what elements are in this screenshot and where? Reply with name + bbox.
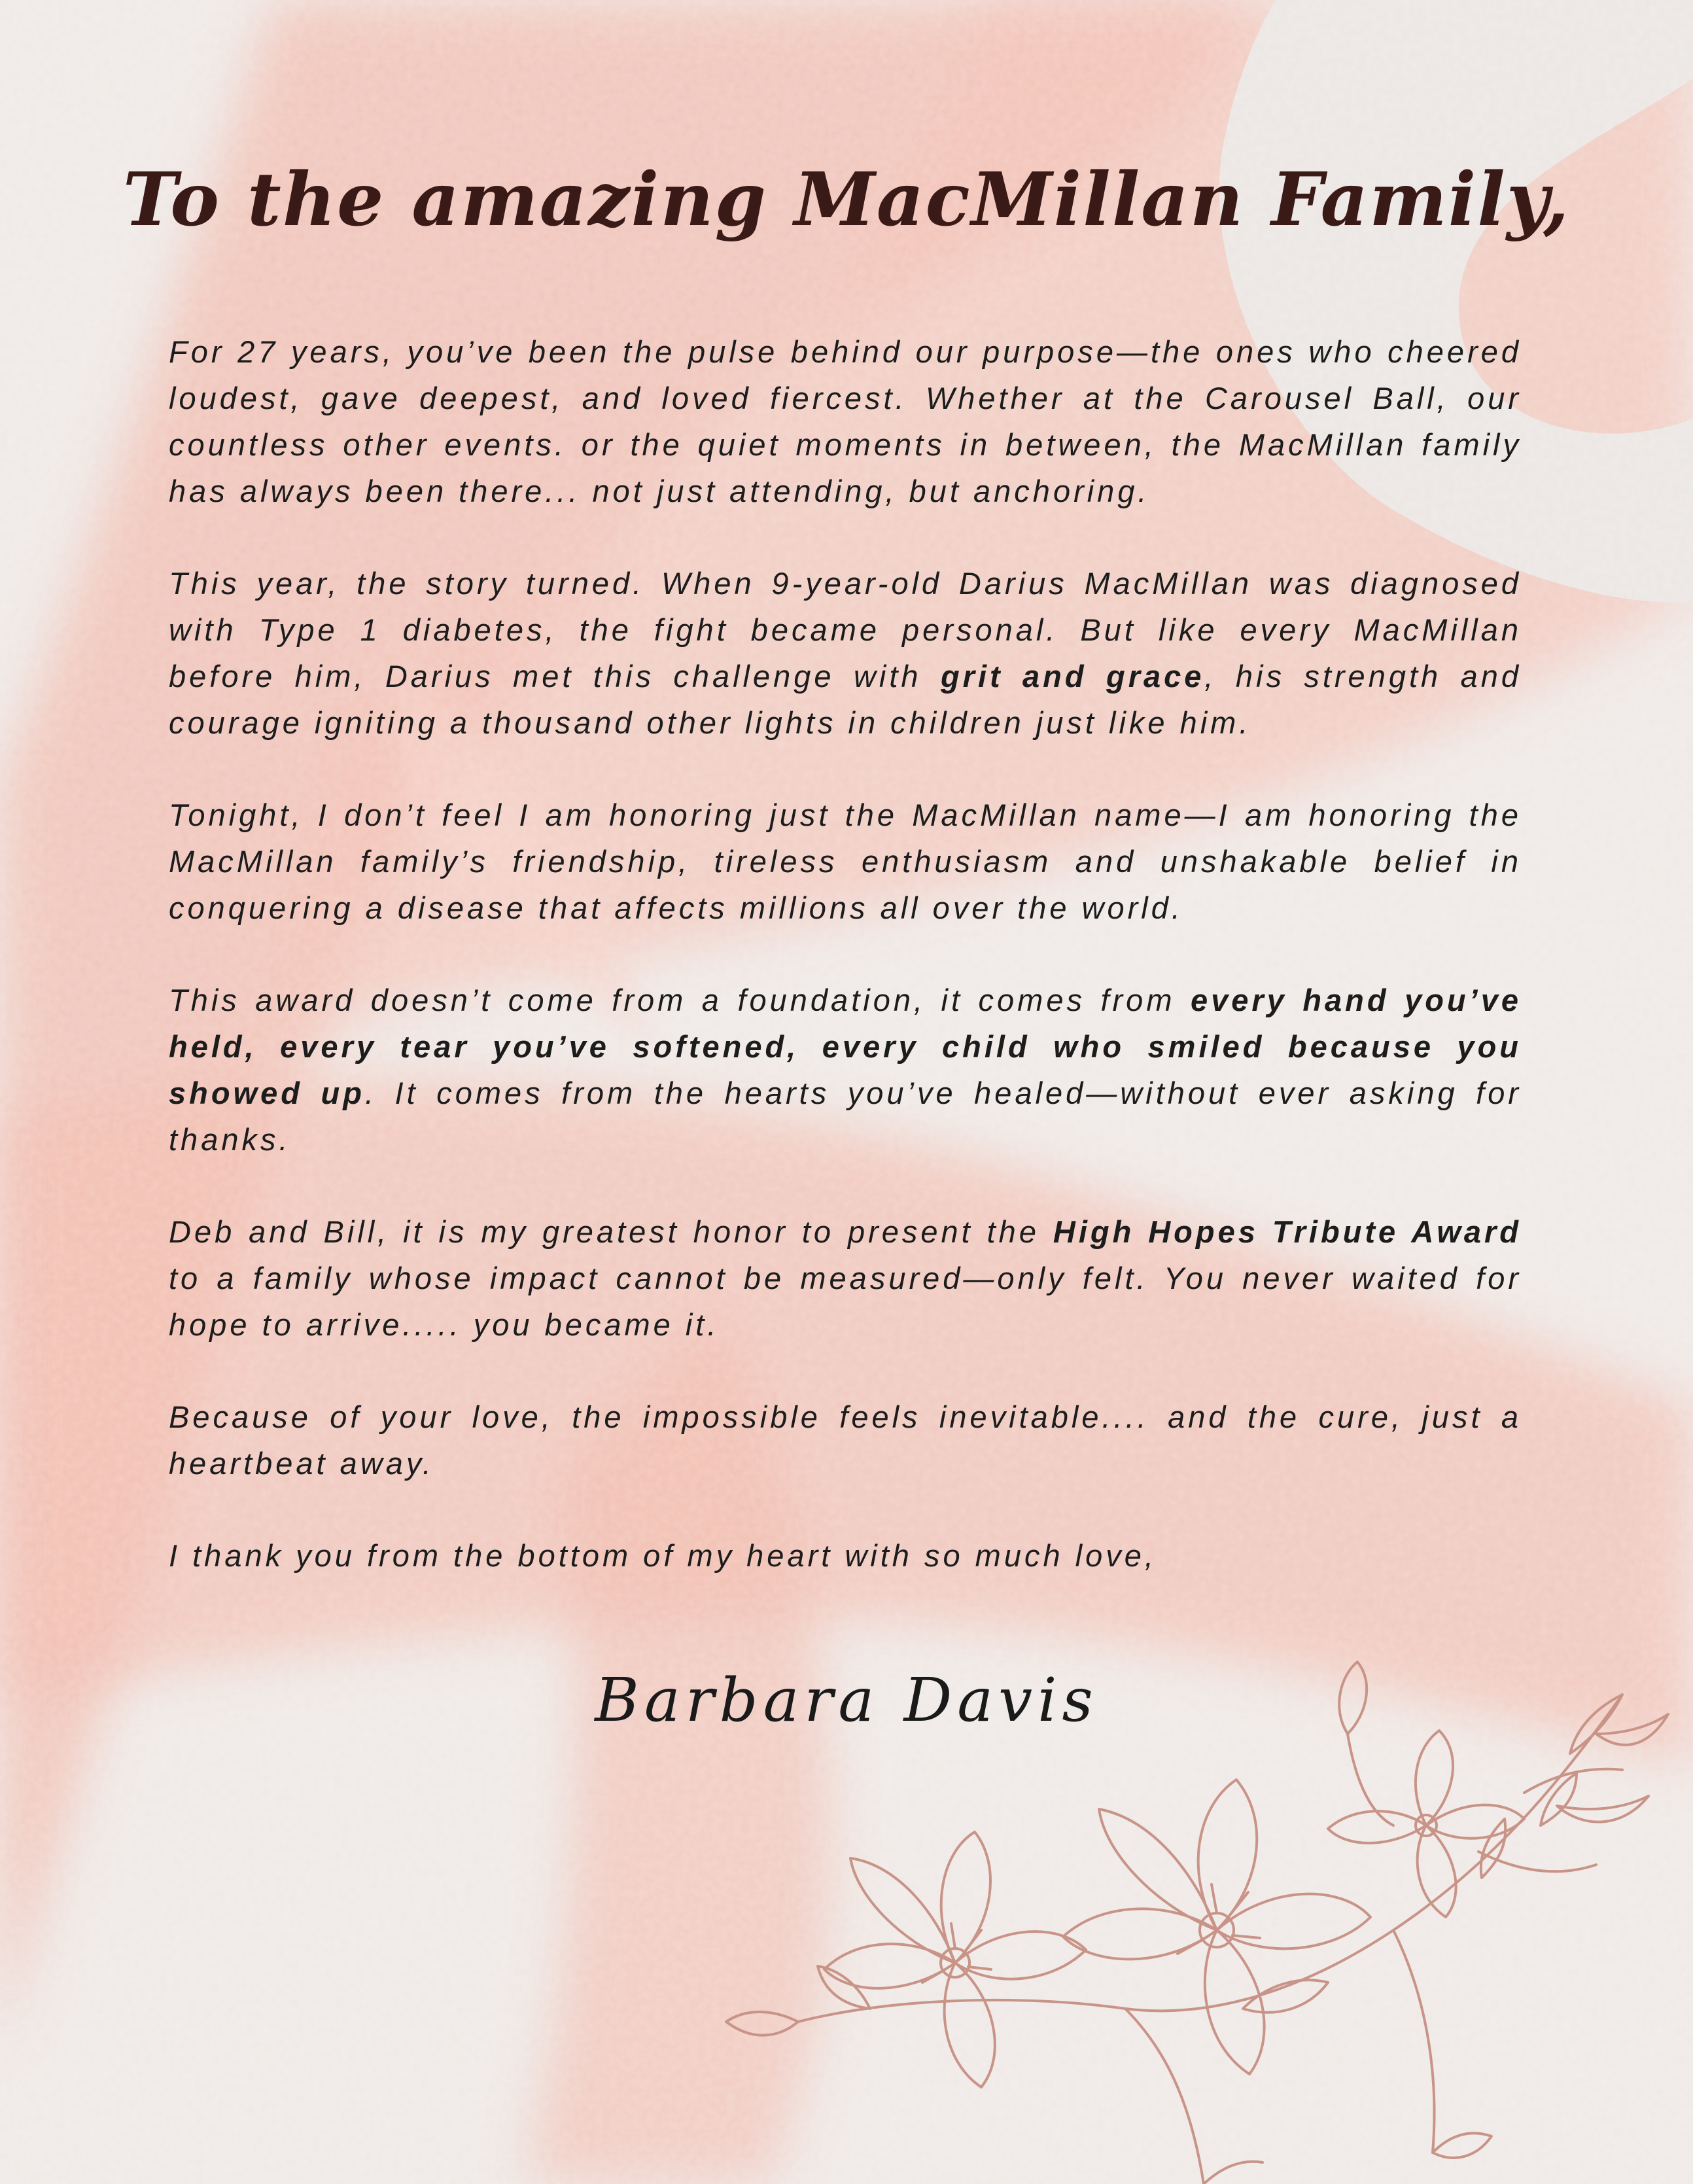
- leaf-shapes: [726, 1695, 1668, 2184]
- bud-top: [1339, 1662, 1393, 1825]
- paragraph-4-text-c: . It comes from the hearts you’ve healed—without ever asking for thanks.: [169, 1076, 1522, 1157]
- paragraph-6: Because of your love, the impossible feels inevitable.... and the cure, just a heartbeat away.: [169, 1400, 1522, 1481]
- paragraph-5-text-a: Deb and Bill, it is my greatest honor to present the: [169, 1214, 1053, 1249]
- floral-line-art-icon: [707, 1655, 1693, 2184]
- paragraph-4-emphasis: every hand you’ve held, every tear you’ve softened, every child who smiled because you showed up: [169, 983, 1522, 1110]
- flower-right: [1328, 1731, 1524, 1917]
- salutation-heading: To the amazing MacMillan Family,: [122, 157, 1571, 243]
- paragraph-5: [169, 1208, 1522, 1348]
- signature: Barbara Davis: [595, 1665, 1098, 1735]
- flower-center: [1063, 1780, 1370, 2074]
- paragraph-2-text-a: This year, the story turned. When 9-year-old Darius MacMillan was diagnosed with Type 1 diabetes, the fight became personal. But like every MacMillan before him, Darius met this challenge with: [169, 566, 1522, 694]
- paragraph-2-text-c: , his strength and courage igniting a thousand other lights in children just like him.: [169, 659, 1522, 740]
- paragraph-4: [169, 977, 1522, 1163]
- paragraph-3: Tonight, I don’t feel I am honoring just the MacMillan name—I am honoring the MacMillan family’s friendship, tireless enthusiasm and unshakable belief in conquering a disease that affects millions all over the world.: [169, 798, 1522, 925]
- flower-left: [824, 1832, 1086, 2087]
- paragraph-5-text-c: to a family whose impact cannot be measured—only felt. You never waited for hope to arrive..... you became it.: [169, 1261, 1522, 1342]
- paragraph-4-text-a: This award doesn’t come from a foundation, it comes from: [169, 983, 1191, 1017]
- paragraph-5-emphasis: High Hopes Tribute Award: [1053, 1214, 1522, 1249]
- paragraph-2-emphasis: grit and grace: [940, 659, 1205, 694]
- paragraph-2: [169, 560, 1522, 746]
- closing-line: I thank you from the bottom of my heart with so much love,: [169, 1538, 1157, 1573]
- letter-body: [169, 328, 1522, 1625]
- stem-lines: [798, 1695, 1622, 2184]
- paragraph-1: For 27 years, you’ve been the pulse behind our purpose—the ones who cheered loudest, gave deepest, and loved fiercest. Whether at the Carousel Ball, our countless other events. or the quiet moments in between, the MacMillan family has always been there... not just attending, but anchoring.: [169, 334, 1522, 508]
